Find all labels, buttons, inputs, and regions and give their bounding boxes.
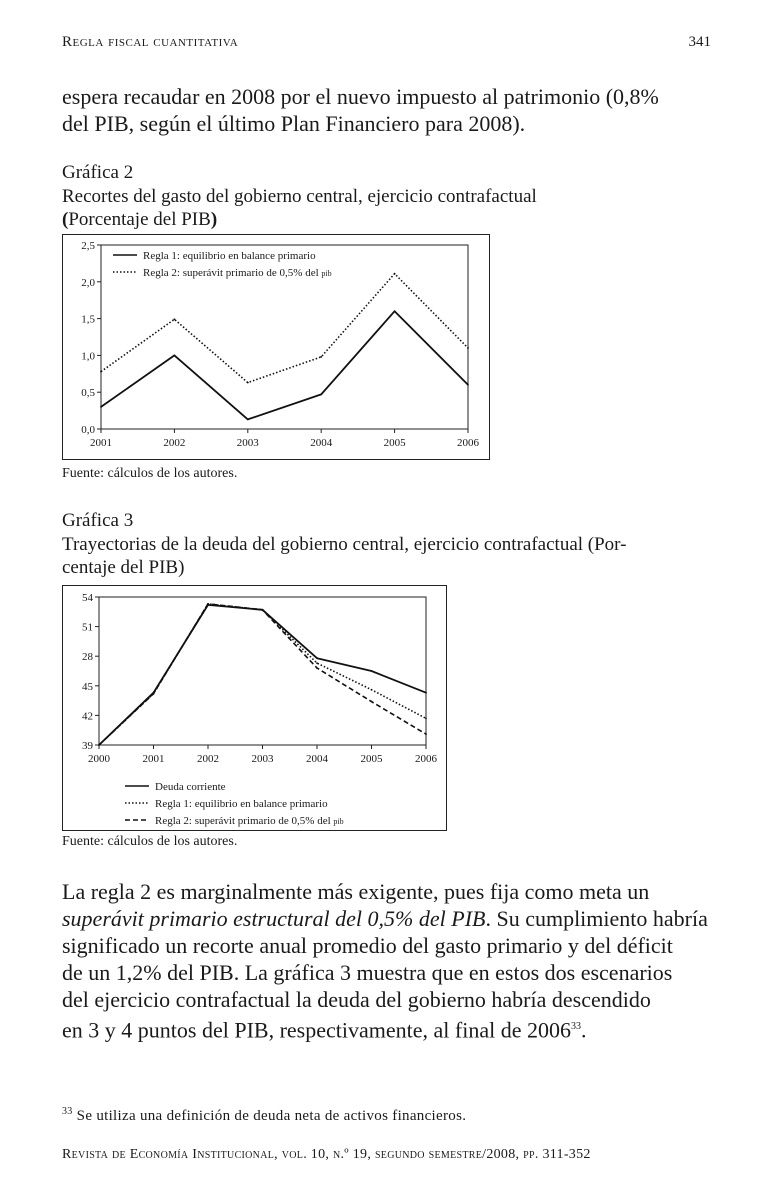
fig3-x-tick-label: 2004 [306,753,328,765]
fig2-series-1-point [247,419,249,421]
fig3-plot-area [99,597,426,745]
intro-line-1: espera recaudar en 2008 por el nuevo impuesto al patrimonio (0,8% [62,84,659,109]
fig2-x-tick-label: 2001 [90,437,112,449]
fig2-y-tick-label: 2,5 [81,240,95,252]
fig3-series-1-point [425,692,427,694]
fig2-y-tick-label: 0,0 [81,424,95,436]
fig3-series-2-line [99,604,426,745]
fig3-series-3-point [316,667,318,669]
footnote [62,1106,722,1125]
fig2-y-tick-label: 1,5 [81,313,95,326]
fig2-series-1-point [467,384,469,386]
fig3-series-3-point [153,693,155,695]
fig3-series-3-point [425,733,427,735]
fig3-series-3-line [99,604,426,745]
fig2-y-tick-label: 0,5 [81,387,95,400]
figure-3-chart-frame [62,585,447,831]
fig3-series-2-point [425,717,427,719]
fig3-y-tick-label: 51 [82,621,93,634]
fig2-series-1-point [320,394,322,396]
intro-paragraph [62,83,722,137]
fig2-x-tick-label: 2006 [457,437,479,449]
fig2-legend-entry-2: Regla 2: superávit primario de 0,5% del pib [143,267,332,279]
fig3-series-1-point [371,670,373,672]
running-head: Regla fiscal cuantitativa [62,34,239,50]
fig3-series-3-point [371,701,373,703]
fig2-series-2-point [247,382,249,384]
figure-3-source: Fuente: cálculos de los autores. [62,834,238,849]
fig2-series-1-point [100,406,102,408]
fig2-x-tick-label: 2004 [310,437,333,449]
fig3-y-tick-label: 28 [82,651,93,664]
fig3-y-tick-label: 45 [82,680,93,693]
figure-2-title: Recortes del gasto del gobierno central, ejercicio contrafactual (Porcentaje del PIB) [62,186,537,230]
fig3-x-tick-label: 2002 [197,753,219,765]
fig2-series-2-point [320,356,322,358]
fig3-series-2-point [316,662,318,664]
figure-3-label: Gráfica 3 [62,510,134,531]
fig2-series-2-line [101,274,468,383]
fig3-legend-entry-2: Regla 1: equilibrio en balance primario [155,798,328,810]
footnote-number: 33 [62,1106,73,1117]
intro-line-2: del PIB, según el último Plan Financiero para 2008). [62,111,526,136]
fig3-y-tick-label: 54 [82,592,93,604]
fig2-series-2-point [467,347,469,349]
fig2-x-tick-label: 2002 [163,437,186,449]
fig2-series-2-point [174,318,176,320]
figure-3-title: Trayectorias de la deuda del gobierno central, ejercicio contrafactual (Por- centaje del PIB) [62,534,627,578]
figure-2-chart-frame [62,234,490,460]
footnote-text: Se utiliza una definición de deuda neta de activos financieros. [76,1108,467,1124]
fig3-x-tick-label: 2003 [251,753,274,765]
fig3-x-tick-label: 2000 [88,753,110,765]
figure-2-label: Gráfica 2 [62,162,134,183]
journal-footer: Revista de Economía Institucional, vol. 10, n.º 19, segundo semestre/2008, pp. 311-352 [62,1147,591,1162]
fig2-y-tick-label: 1,0 [81,350,95,363]
fig2-legend-entry-1: Regla 1: equilibrio en balance primario [143,250,316,262]
fig3-legend-entry-1: Deuda corriente [155,781,226,793]
fig3-y-tick-label: 42 [82,710,93,723]
fig2-series-1-point [394,310,396,312]
fig3-series-1-line [99,605,426,745]
figure-3-chart [63,586,446,830]
footnote-ref[interactable]: 33 [570,1021,581,1032]
page-number: 341 [688,34,711,50]
fig3-y-tick-label: 39 [82,740,93,752]
fig2-x-tick-label: 2005 [383,437,406,449]
fig3-legend-entry-3: Regla 2: superávit primario de 0,5% del pib [155,815,344,827]
fig2-series-2-point [394,273,396,275]
fig2-y-tick-label: 2,0 [81,276,95,289]
fig3-series-2-point [371,689,373,691]
figure-2-source: Fuente: cálculos de los autores. [62,466,238,481]
fig2-series-1-point [174,355,176,357]
fig3-series-3-point [207,603,209,605]
fig2-series-2-point [100,371,102,373]
figure-2-chart [63,235,489,459]
fig3-x-tick-label: 2001 [142,753,165,765]
fig3-series-3-point [262,609,264,611]
fig3-series-1-point [316,657,318,659]
fig2-x-tick-label: 2003 [236,437,259,449]
fig3-x-tick-label: 2006 [415,753,437,765]
fig3-series-3-point [98,744,100,746]
fig2-series-1-line [101,311,468,419]
body-paragraph: La regla 2 es marginalmente más exigente, pues fija como meta un superávit primario estructural del 0,5% del PIB. Su cumplimiento habría significado un recorte anual promedio del gasto primario y del déficit de un 1,2% del PIB. La gráfica 3 muestra que en estos dos escenarios del ejercicio contrafactual la deuda del gobierno habría descendido en 3 y 4 puntos del PIB, respectivamente, al final de 2006$^{33}$. [62,879,708,1043]
fig3-x-tick-label: 2005 [360,753,383,765]
